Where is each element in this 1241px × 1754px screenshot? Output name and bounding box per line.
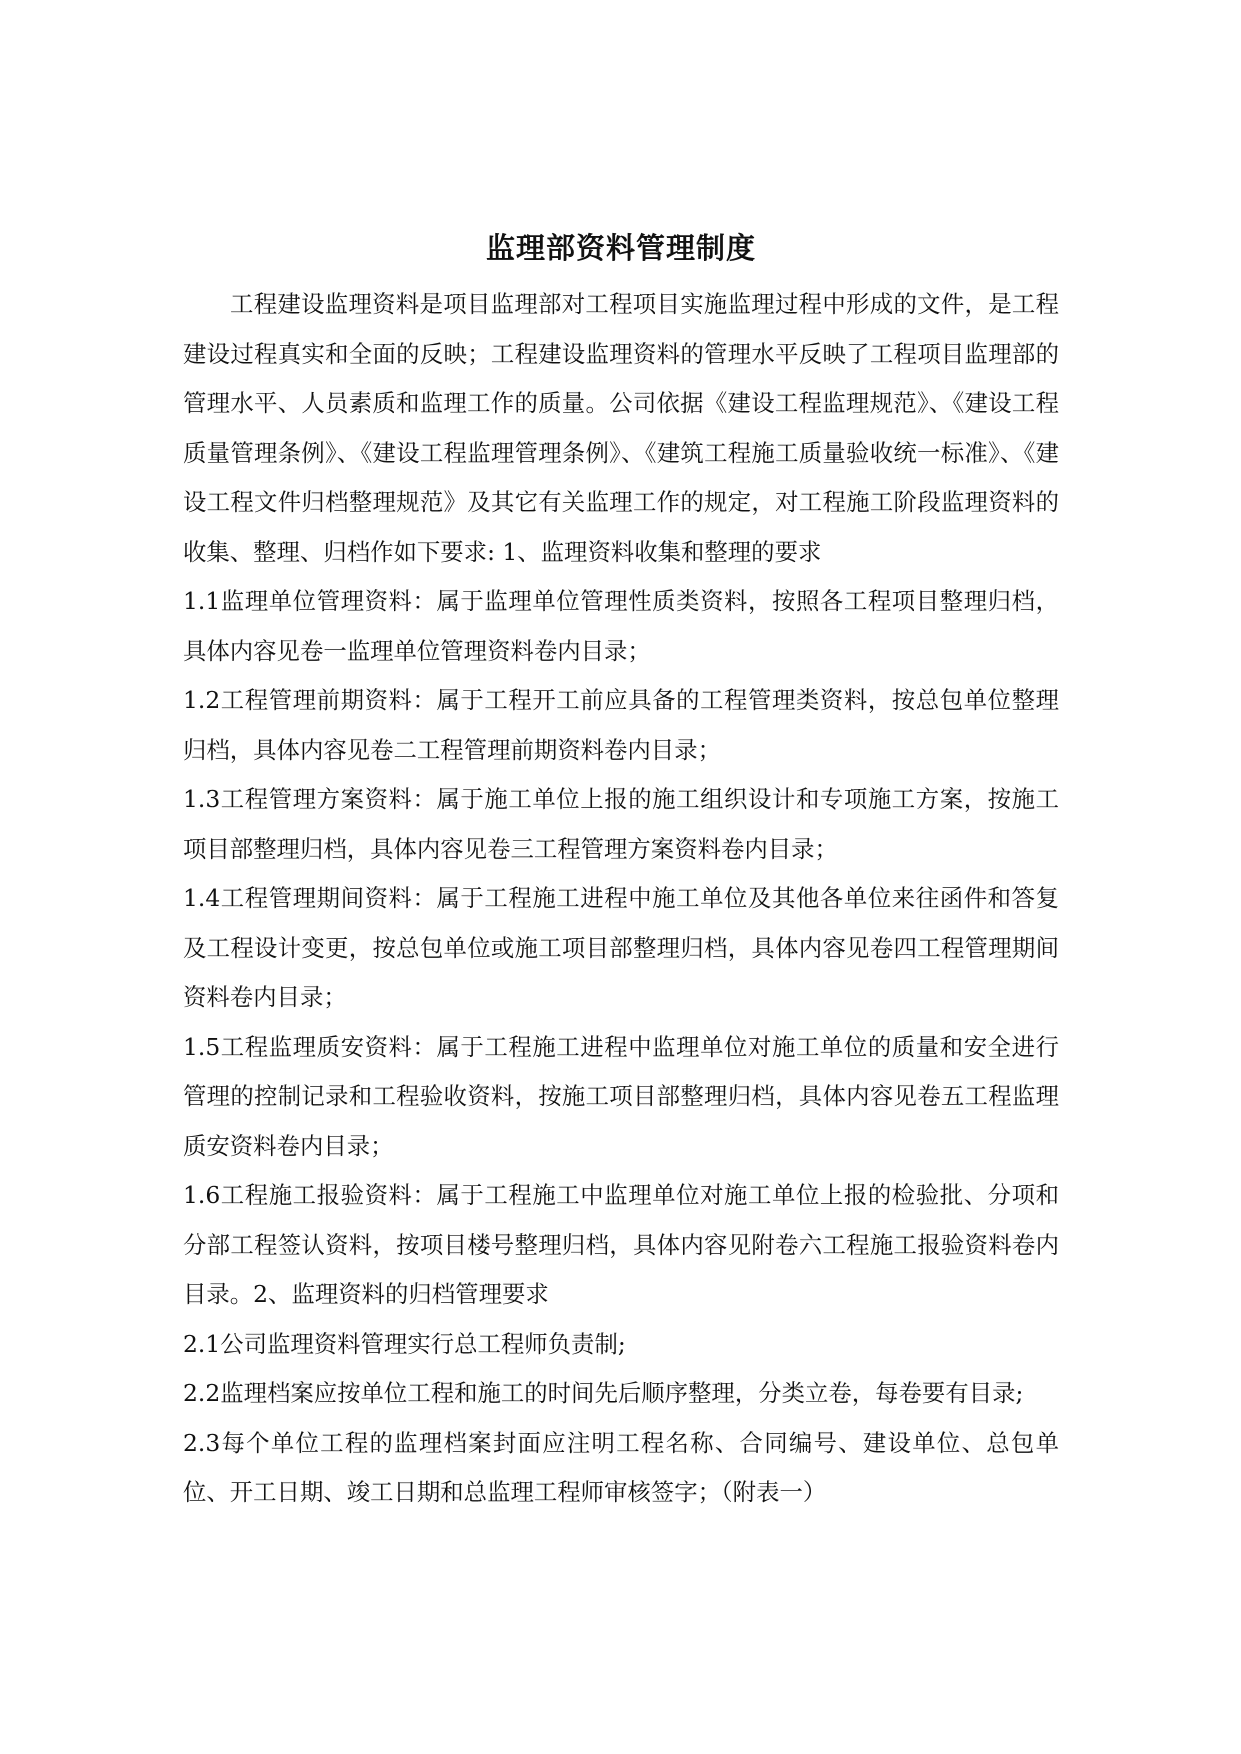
section-1-1: 1.1监理单位管理资料：属于监理单位管理性质类资料，按照各工程项目整理归档，具体内容见卷一监理单位管理资料卷内目录；: [183, 587, 1059, 665]
section-1-4: 1.4工程管理期间资料：属于工程施工进程中施工单位及其他各单位来往函件和答复及工程设计变更，按总包单位或施工项目部整理归档，具体内容见卷四工程管理期间资料卷内目录；: [183, 884, 1059, 1011]
section-1-3: 1.3工程管理方案资料：属于施工单位上报的施工组织设计和专项施工方案，按施工项目部整理归档，具体内容见卷三工程管理方案资料卷内目录；: [183, 785, 1059, 863]
intro-paragraph: 工程建设监理资料是项目监理部对工程项目实施监理过程中形成的文件，是工程建设过程真实和全面的反映；工程建设监理资料的管理水平反映了工程项目监理部的管理水平、人员素质和监理工作的质量。公司依据《建设工程监理规范》、《建设工程质量管理条例》、《建设工程监理管理条例》、《建筑工程施工质量验收统一标准》、《建设工程文件归档整理规范》及其它有关监理工作的规定，对工程施工阶段监理资料的收集、整理、归档作如下要求: 1、监理资料收集和整理的要求: [183, 290, 1059, 566]
section-2-3: 2.3每个单位工程的监理档案封面应注明工程名称、合同编号、建设单位、总包单位、开工日期、竣工日期和总监理工程师审核签字；（附表一）: [183, 1428, 1059, 1506]
document-page: [183, 222, 1059, 1518]
section-2-1: 2.1公司监理资料管理实行总工程师负责制;: [183, 1329, 626, 1358]
section-1-5: 1.5工程监理质安资料：属于工程施工进程中监理单位对施工单位的质量和安全进行管理的控制记录和工程验收资料，按施工项目部整理归档，具体内容见卷五工程监理质安资料卷内目录；: [183, 1032, 1059, 1160]
section-2-2: 2.2监理档案应按单位工程和施工的时间先后顺序整理，分类立卷，每卷要有目录;: [183, 1379, 1024, 1407]
document-title: 监理部资料管理制度: [485, 231, 756, 265]
section-1-6: 1.6工程施工报验资料：属于工程施工中监理单位对施工单位上报的检验批、分项和分部工程签认资料，按项目楼号整理归档，具体内容见附卷六工程施工报验资料卷内目录。2、监理资料的归档管理要求: [183, 1181, 1059, 1308]
section-1-2: 1.2工程管理前期资料：属于工程开工前应具备的工程管理类资料，按总包单位整理归档，具体内容见卷二工程管理前期资料卷内目录；: [183, 686, 1059, 764]
